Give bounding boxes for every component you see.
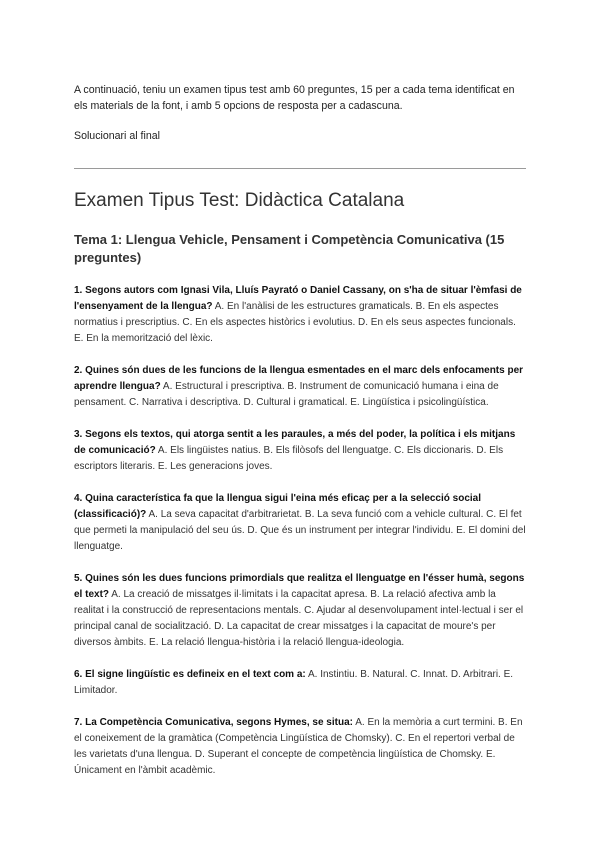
question-1	[74, 283, 526, 347]
question-options: A. La creació de missatges il·limitats i la capacitat apresa. B. La relació afectiva amb la realitat i la construcció de representacions mentals. C. Ajudar al desenvolupament intel·lectual i ser el principal canal de socialització. D. La capacitat de crear missatges i la capacitat de moure's per diversos àmbits. E. La relació llengua-història i la relació llengua-ideologia.	[74, 589, 524, 648]
question-options: A. Estructural i prescriptiva. B. Instrument de comunicació humana i eina de pensament. C. Narrativa i descriptiva. D. Cultural i gramatical. E. Lingüística i psicolingüística.	[74, 381, 499, 408]
question-4	[74, 491, 526, 555]
solutions-note: Solucionari al final	[74, 130, 160, 142]
question-options: A. En la memòria a curt termini. B. En el coneixement de la gramàtica (Competència Lingüística de Chomsky). C. En el repertori verbal de les varietats d'una llengua. D. Superant el concepte de competència lingüística de Chomsky. E. Únicament en l'àmbit acadèmic.	[74, 717, 523, 776]
question-text: 3. Segons els textos, qui atorga sentit a les paraules, a més del poder, la política i els mitjans de comunicació?	[74, 429, 516, 456]
intro-paragraph: A continuació, teniu un examen tipus test amb 60 preguntes, 15 per a cada tema identificat en els materials de la font, i amb 5 opcions de resposta per a cadascuna.	[74, 84, 515, 112]
question-options: A. En l'anàlisi de les estructures gramaticals. B. En els aspectes normatius i prescriptius. C. En els aspectes històrics i evolutius. D. En els seus aspectes funcionals. E. En la memorització del lèxic.	[74, 301, 516, 344]
section-title: Tema 1: Llengua Vehicle, Pensament i Competència Comunicativa (15 preguntes)	[74, 232, 505, 265]
question-3	[74, 427, 526, 475]
horizontal-divider	[74, 168, 526, 169]
question-text: 6. El signe lingüístic es defineix en el text com a:	[74, 669, 306, 680]
question-text: 1. Segons autors com Ignasi Vila, Lluís Payrató o Daniel Cassany, on s'ha de situar l'èmfasi de l'ensenyament de la llengua?	[74, 285, 522, 312]
question-options: A. La seva capacitat d'arbitrarietat. B. La seva funció com a vehicle cultural. C. El fet que permeti la manipulació del seu ús. D. Que és un instrument per integrar l'individu. E. El domini del llenguatge.	[74, 509, 526, 552]
question-2	[74, 363, 526, 411]
question-options: A. Els lingüistes natius. B. Els filòsofs del llenguatge. C. Els diccionaris. D. Els escriptors literaris. E. Les generacions joves.	[74, 445, 504, 472]
question-text: 7. La Competència Comunicativa, segons Hymes, se situa:	[74, 717, 353, 728]
question-text: 4. Quina característica fa que la llengua sigui l'eina més eficaç per a la selecció social (classificació)?	[74, 493, 482, 520]
question-text: 2. Quines són dues de les funcions de la llengua esmentades en el marc dels enfocaments per aprendre llengua?	[74, 365, 524, 392]
question-6	[74, 667, 526, 699]
question-7	[74, 715, 526, 779]
question-text: 5. Quines són les dues funcions primordials que realitza el llenguatge en l'ésser humà, segons el text?	[74, 573, 525, 600]
question-options: A. Instintiu. B. Natural. C. Innat. D. Arbitrari. E. Limitador.	[74, 669, 514, 696]
exam-title: Examen Tipus Test: Didàctica Catalana	[74, 190, 405, 211]
question-5	[74, 571, 526, 651]
